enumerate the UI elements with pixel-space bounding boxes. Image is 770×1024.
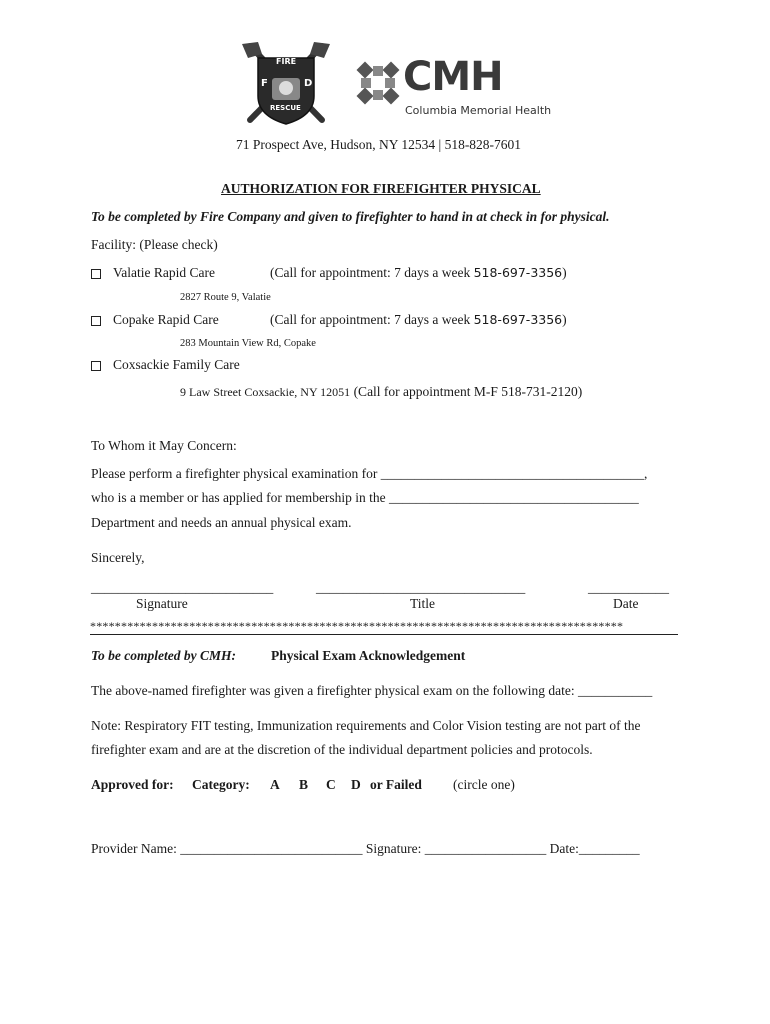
valatie-name: Valatie Rapid Care (113, 265, 215, 280)
copake-close: ) (562, 312, 567, 327)
valatie-phone: 518-697-3356 (473, 265, 563, 280)
category-label: Category: (192, 777, 250, 792)
circle-one: (circle one) (453, 777, 515, 792)
signature-label: Signature (136, 596, 188, 611)
valatie-address: 2827 Route 9, Valatie (180, 292, 271, 303)
coxsackie-name: Coxsackie Family Care (113, 357, 240, 372)
salutation: To Whom it May Concern: (91, 438, 237, 453)
letter-line-1: Please perform a firefighter physical examination for _______________________________________, (91, 466, 648, 481)
valatie-close: ) (562, 265, 567, 280)
signature-line[interactable]: ___________________________ (91, 580, 274, 595)
category-c[interactable]: C (326, 777, 336, 792)
cmh-subtitle: Columbia Memorial Health (405, 104, 552, 117)
copake-phone: 518-697-3356 (473, 312, 563, 327)
copake-checkbox[interactable] (91, 316, 101, 326)
valatie-appt-text: (Call for appointment: 7 days a week (270, 265, 474, 280)
cmh-section-label: To be completed by CMH: (91, 648, 236, 663)
coxsackie-checkbox[interactable] (91, 361, 101, 371)
note-line-2: firefighter exam and are at the discretion of the individual department policies and protocols. (91, 742, 593, 757)
logo-left-letter: F (261, 78, 268, 89)
date-label: Date (613, 596, 639, 611)
copake-appointment (270, 312, 567, 328)
logo-rescue-text: RESCUE (270, 104, 301, 112)
approved-label: Approved for: (91, 777, 174, 792)
copake-appt-text: (Call for appointment: 7 days a week (270, 312, 474, 327)
note-line-1: Note: Respiratory FIT testing, Immunization requirements and Color Vision testing are not part of the (91, 718, 641, 733)
date-line[interactable]: ____________ (588, 580, 669, 595)
letter-line-2: who is a member or has applied for membership in the _____________________________________ (91, 490, 639, 505)
copake-name: Copake Rapid Care (113, 312, 219, 327)
valatie-appointment (270, 265, 567, 281)
coxsackie-details (180, 383, 582, 401)
cmh-logo (355, 54, 552, 122)
title-label: Title (410, 596, 436, 611)
fire-rescue-logo (238, 40, 334, 126)
logo-right-letter: D (304, 78, 313, 89)
asterisk-divider: ************************************************************************************** (90, 619, 624, 633)
logo-fire-text: FIRE (276, 57, 297, 66)
exam-statement: The above-named firefighter was given a firefighter physical exam on the following date: ___________ (91, 683, 653, 698)
instruction-text: To be completed by Fire Company and given to firefighter to hand in at check in for physical. (91, 209, 610, 224)
divider-line (90, 634, 678, 635)
closing: Sincerely, (91, 550, 145, 565)
header-address: 71 Prospect Ave, Hudson, NY 12534 | 518-828-7601 (236, 137, 522, 152)
provider-line[interactable]: Provider Name: ___________________________ Signature: __________________ Date:_________ (91, 841, 640, 856)
category-d[interactable]: D (351, 777, 361, 792)
category-a[interactable]: A (270, 777, 280, 792)
cmh-section-heading: Physical Exam Acknowledgement (271, 648, 466, 663)
coxsackie-address: 9 Law Street Coxsackie, NY 12051 (180, 385, 351, 399)
coxsackie-appointment: (Call for appointment M-F 518-731-2120) (350, 384, 583, 399)
valatie-checkbox[interactable] (91, 269, 101, 279)
page-title: AUTHORIZATION FOR FIREFIGHTER PHYSICAL (221, 181, 541, 196)
letter-line-3: Department and needs an annual physical exam. (91, 515, 352, 530)
or-failed[interactable]: or Failed (370, 777, 422, 792)
category-b[interactable]: B (299, 777, 309, 792)
cmh-wordmark: CMH (403, 54, 503, 100)
facility-label: Facility: (Please check) (91, 237, 218, 252)
copake-address: 283 Mountain View Rd, Copake (180, 338, 316, 349)
title-line[interactable]: _______________________________ (316, 580, 526, 595)
